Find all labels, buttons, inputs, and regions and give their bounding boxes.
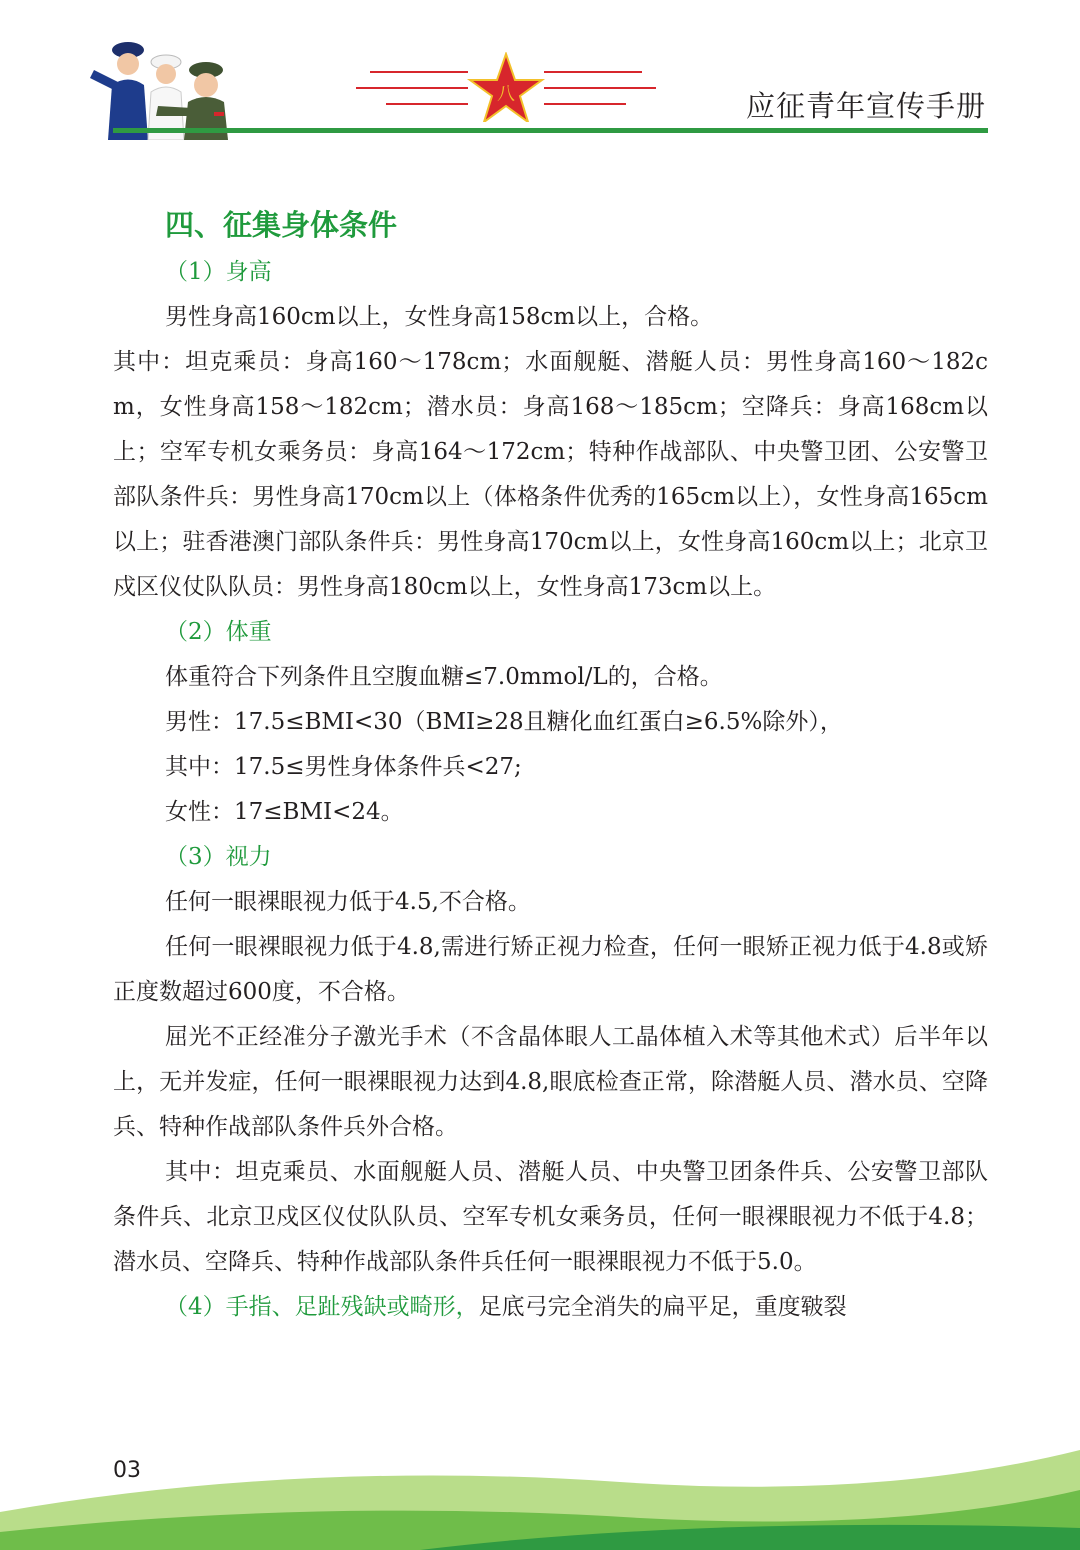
page-header (0, 0, 1080, 150)
army-star-emblem (356, 52, 656, 122)
weight-male-special-paragraph: 其中：17.5≤男性身体条件兵<27; (165, 754, 522, 780)
svg-text:八: 八 (497, 84, 515, 105)
section-title: 四、征集身体条件 (165, 208, 398, 242)
vision-paragraph-4: 其中：坦克乘员、水面舰艇人员、潜艇人员、中央警卫团条件兵、公安警卫部队条件兵、北京卫戍区仪仗队队员、空军专机女乘务员，任何一眼裸眼视力不低于4.8；潜水员、空降兵、特种作战部队条件兵任何一眼裸眼视力不低于5.0。 (113, 1159, 988, 1275)
footer-wave-decoration (0, 1420, 1080, 1550)
weight-general-paragraph: 体重符合下列条件且空腹血糖≤7.0mmol/L的，合格。 (165, 664, 723, 690)
weight-female-paragraph: 女性：17≤BMI<24。 (165, 799, 404, 825)
vision-paragraph-2: 任何一眼裸眼视力低于4.8,需进行矫正视力检查，任何一眼矫正视力低于4.8或矫正度数超过600度，不合格。 (113, 934, 988, 1005)
limbs-paragraph (113, 1285, 988, 1330)
weight-male-paragraph: 男性：17.5≤BMI<30（BMI≥28且糖化血红蛋白≥6.5%除外）， (165, 709, 843, 735)
main-content (113, 200, 988, 1330)
handbook-title: 应征青年宣传手册 (745, 89, 986, 123)
soldiers-illustration (88, 30, 248, 140)
vision-paragraph-3: 屈光不正经准分子激光手术（不含晶体眼人工晶体植入术等其他术式）后半年以上，无并发症，任何一眼裸眼视力达到4.8,眼底检查正常，除潜艇人员、潜水员、空降兵、特种作战部队条件兵外合格。 (113, 1024, 988, 1140)
height-heading: （1）身高 (165, 259, 272, 285)
page-number: 03 (113, 1458, 141, 1483)
vision-paragraph-1: 任何一眼裸眼视力低于4.5,不合格。 (165, 889, 531, 915)
height-general-paragraph: 男性身高160cm以上，女性身高158cm以上，合格。 (165, 304, 714, 330)
limbs-text: 足底弓完全消失的扁平足，重度皲裂 (478, 1294, 847, 1320)
weight-heading: （2）体重 (165, 619, 272, 645)
header-divider (113, 128, 988, 133)
limbs-heading: （4）手指、足趾残缺或畸形， (165, 1294, 479, 1320)
height-specific-paragraph: 其中：坦克乘员：身高160～178cm；水面舰艇、潜艇人员：男性身高160～182cm，女性身高158～182cm；潜水员：身高168～185cm；空降兵：身高168cm以上；空军专机女乘务员：身高164～172cm；特种作战部队、中央警卫团、公安警卫部队条件兵：男性身高170cm以上（体格条件优秀的165cm以上），女性身高165cm以上；驻香港澳门部队条件兵：男性身高170cm以上，女性身高160cm以上；北京卫戍区仪仗队队员：男性身高180cm以上，女性身高173cm以上。 (113, 349, 988, 600)
vision-heading: （3）视力 (165, 844, 272, 870)
